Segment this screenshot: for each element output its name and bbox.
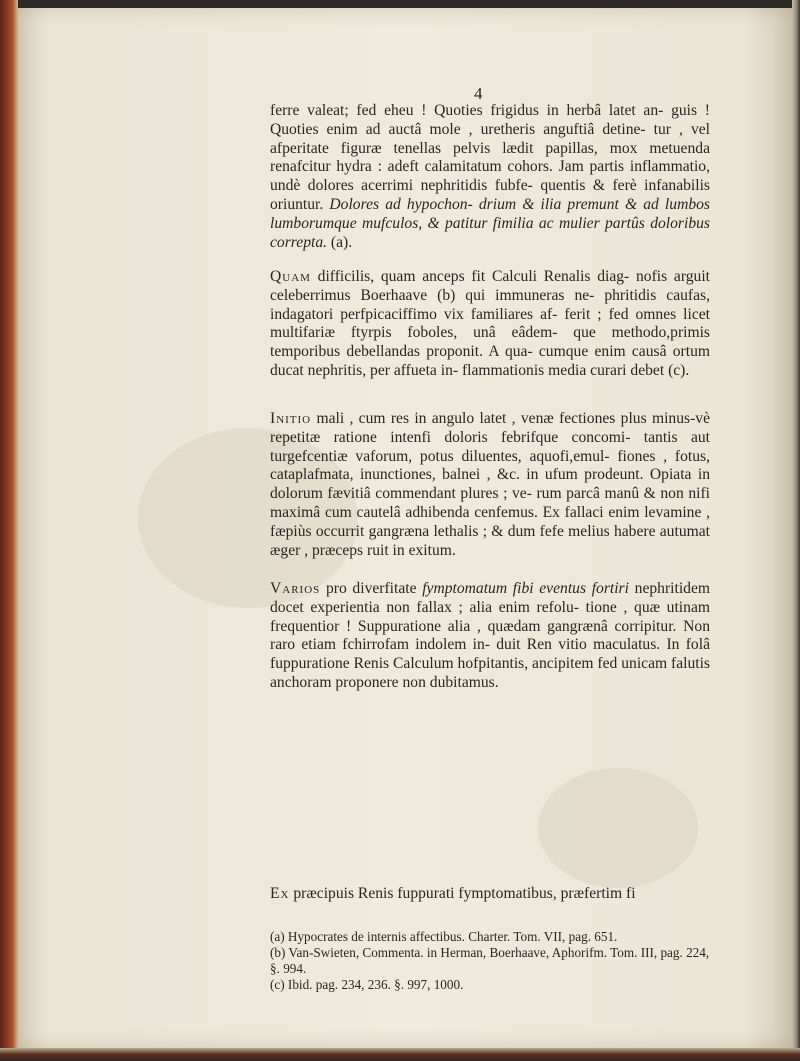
- footnote-c: (c) Ibid. pag. 234, 236. §. 997, 1000.: [270, 977, 464, 992]
- paragraph-text: difficilis, quam anceps fit Calculi Renalis diag- nofis arguit celeberrimus Boerhaave (b) qui immuneras ne- phritidis caufas, indagatori perfpicaciffimo vix familiares af- ferit ; fed omnes licet multifariæ ftyrpis foboles, unâ eâdem- que methodo,primis temporibus debellandas proponit. A qua- cumque enim causâ ortum ducat nephritis, per affueta in- flammationis media curari debet (c).: [270, 268, 710, 379]
- paragraph-1: [270, 102, 710, 252]
- paragraph-5: [270, 885, 710, 904]
- paragraph-2: [270, 268, 710, 381]
- paragraph-italic: fymptomatum fibi eventus fortiri: [422, 580, 629, 597]
- book-binding-edge: [0, 0, 18, 1061]
- paragraph-lead: Initio: [270, 410, 312, 427]
- footnotes: [270, 929, 710, 993]
- page-number: 4: [474, 84, 483, 103]
- paragraph-text: pro diverfitate: [320, 580, 423, 597]
- paragraph-text: ferre valeat; fed eheu ! Quoties frigidus in herbâ latet an- guis ! Quoties enim ad auctâ mole , uretheris anguftiâ detine- tur , vel afperitate figuræ tenellas pelvis lædit papillas, mox metuenda renafcitur hydra : adeft calamitatum cohors. Jam partis inflammatio, undè dolores acerrimi nephritidis fubfe- quentis & ferè infanabilis oriuntur.: [270, 102, 710, 213]
- footnote-b: (b) Van-Swieten, Commenta. in Herman, Boerhaave, Aphorifm. Tom. III, pag. 224, §. 994.: [270, 945, 710, 976]
- paragraph-lead: Quam: [270, 268, 311, 285]
- paragraph-4: [270, 580, 710, 693]
- paragraph-lead: Varios: [270, 580, 321, 597]
- paragraph-text: (a).: [327, 233, 353, 251]
- paragraph-text: mali , cum res in angulo latet , venæ fectiones plus minus-vè repetitæ ratione intenfi doloris febrifque concomi- tantis aut turgefcentiæ vaforum, potus diluentes, aquofi,emul- fiones , fotus, cataplafmata, inunctiones, balnei , &c. in ufum prodeunt. Opiata in dolorum fævitiâ commendant plures ; ve- rum parcâ manû & non nifi maximâ cum cautelâ adhibenda cenfemus. Ex fallaci enim levamine , fæpiùs occurrit gangræna lethalis ; & dum fefe melius habere autumat æger , præceps ruit in exitum.: [270, 410, 710, 559]
- paragraph-text: præcipuis Renis fuppurati fymptomatibus, præfertim fi: [289, 885, 636, 902]
- paragraph-3: [270, 410, 710, 560]
- page-right-edge: [792, 0, 800, 1061]
- paragraph-lead: Ex: [270, 885, 290, 902]
- paragraph-italic: Dolores ad hypochon- drium & ilia premunt & ad lumbos lumborumque mufculos, & patitur fimilia ac mulier partûs doloribus correpta.: [270, 195, 710, 251]
- footnote-a: (a) Hypocrates de internis affectibus. Charter. Tom. VII, pag. 651.: [270, 929, 618, 944]
- page-bottom-edge: [0, 1048, 800, 1061]
- paragraph-text: nephritidem docet experientia non fallax ; alia enim refolu- tione , quæ utinam frequentior ! Suppuratione alia , quædam gangrænâ corripitur. Non raro etiam fchirrofam indolem in- duit Ren vitio maculatus. In folâ fuppuratione Renis Calculum hofpitantis, ancipitem fed unicam falutis anchoram proponere non dubitamus.: [270, 580, 711, 691]
- paper-stain: [538, 768, 698, 888]
